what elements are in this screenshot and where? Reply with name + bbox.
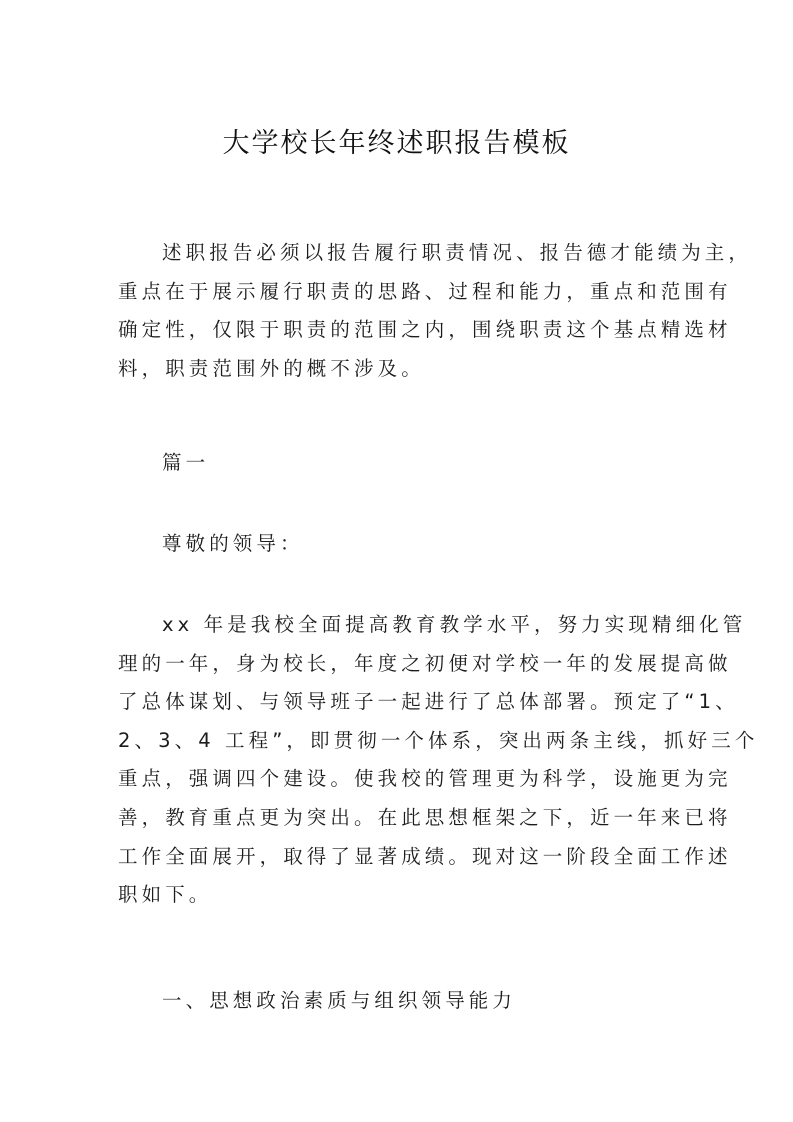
body-line: 职如下。 bbox=[118, 883, 213, 907]
section-label: 篇一 bbox=[162, 451, 210, 474]
body-paragraph bbox=[118, 606, 759, 915]
intro-line: 述职报告必须以报告履行职责情况、报告德才能绩为主， bbox=[162, 241, 753, 264]
document-title: 大学校长年终述职报告模板 bbox=[222, 128, 571, 159]
body-line: xx 年是我校全面提高教育教学水平，努力实现精细化管 bbox=[162, 613, 747, 636]
body-line: 重点，强调四个建设。使我校的管理更为科学，设施更为完 bbox=[118, 767, 732, 791]
salutation: 尊敬的领导： bbox=[162, 532, 304, 555]
intro-line: 重点在于展示履行职责的思路、过程和能力，重点和范围有 bbox=[118, 279, 732, 303]
section-heading: 一、思想政治素质与组织领导能力 bbox=[162, 989, 517, 1012]
body-line: 理的一年，身为校长，年度之初便对学校一年的发展提高做 bbox=[118, 651, 732, 675]
intro-line: 确定性，仅限于职责的范围之内，围绕职责这个基点精选材 bbox=[118, 318, 732, 342]
intro-line: 料，职责范围外的概不涉及。 bbox=[118, 356, 425, 380]
body-line: 工作全面展开，取得了显著成绩。现对这一阶段全面工作述 bbox=[118, 844, 732, 868]
body-line: 2、3、4 工程”，即贯彻一个体系，突出两条主线，抓好三个 bbox=[118, 728, 759, 752]
intro-paragraph bbox=[118, 234, 753, 388]
body-line: 了总体谋划、与领导班子一起进行了总体部署。预定了“1、 bbox=[118, 690, 739, 714]
body-line: 善，教育重点更为突出。在此思想框架之下，近一年来已将 bbox=[118, 805, 732, 829]
